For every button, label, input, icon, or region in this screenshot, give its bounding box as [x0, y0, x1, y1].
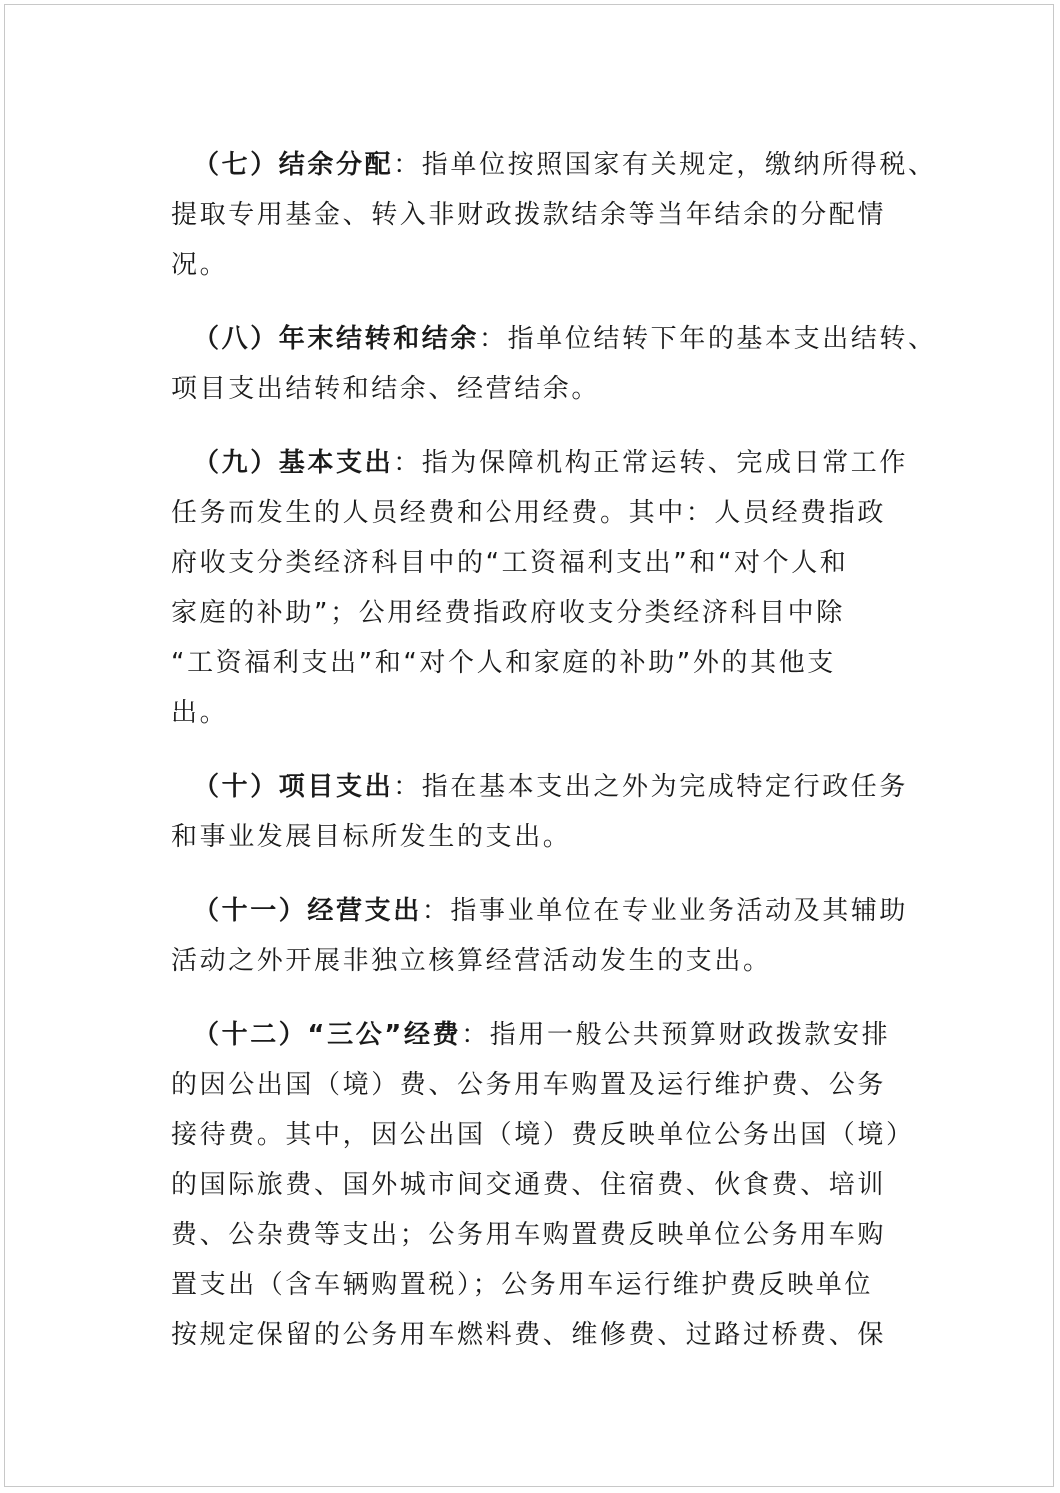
- paragraph-line: 按规定保留的公务用车燃料费、维修费、过路过桥费、保: [171, 1320, 887, 1350]
- paragraph-line: 况。: [171, 250, 229, 280]
- paragraph-line: 任务而发生的人员经费和公用经费。其中：人员经费指政: [171, 498, 887, 528]
- paragraph-line: [171, 762, 931, 812]
- term-heading: （十）项目支出: [193, 772, 394, 802]
- term-heading: （十二）“三公”经费: [193, 1020, 462, 1050]
- term-heading: （九）基本支出: [193, 448, 394, 478]
- paragraph-line: [171, 1010, 931, 1060]
- paragraph-basic-expenditure: [171, 438, 931, 738]
- paragraph-text: ：指用一般公共预算财政拨款安排: [461, 1020, 891, 1050]
- paragraph-surplus-distribution: [171, 140, 937, 290]
- paragraph-line: 置支出（含车辆购置税）；公务用车运行维护费反映单位: [171, 1270, 874, 1300]
- term-heading: （八）年末结转和结余: [193, 324, 480, 354]
- paragraph-line: [171, 886, 931, 936]
- paragraph-line: 出。: [171, 698, 229, 728]
- paragraph-line: 项目支出结转和结余、经营结余。: [171, 374, 601, 404]
- paragraph-line: 费、公杂费等支出；公务用车购置费反映单位公务用车购: [171, 1220, 887, 1250]
- paragraph-line: 接待费。其中，因公出国（境）费反映单位公务出国（境）: [171, 1120, 915, 1150]
- paragraph-line: [171, 140, 937, 190]
- term-heading: （七）结余分配: [193, 150, 394, 180]
- paragraph-line: 和事业发展目标所发生的支出。: [171, 822, 572, 852]
- paragraph-three-public-expenses: [171, 1010, 931, 1360]
- term-heading: （十一）经营支出: [193, 896, 422, 926]
- paragraph-line: 家庭的补助”；公用经费指政府收支分类经济科目中除: [171, 598, 845, 628]
- paragraph-text: ：指单位按照国家有关规定，缴纳所得税、: [393, 150, 937, 180]
- paragraph-operating-expenditure: [171, 886, 931, 986]
- paragraph-text: ：指为保障机构正常运转、完成日常工作: [393, 448, 909, 478]
- paragraph-line: 活动之外开展非独立核算经营活动发生的支出。: [171, 946, 772, 976]
- paragraph-text: ：指事业单位在专业业务活动及其辅助: [421, 896, 909, 926]
- paragraph-line: 府收支分类经济科目中的“工资福利支出”和“对个人和: [171, 548, 849, 578]
- paragraph-text: ：指单位结转下年的基本支出结转、: [479, 324, 937, 354]
- paragraph-line: [171, 314, 937, 364]
- document-body: [171, 140, 937, 1384]
- paragraph-line: [171, 438, 931, 488]
- paragraph-project-expenditure: [171, 762, 931, 862]
- paragraph-line: 提取专用基金、转入非财政拨款结余等当年结余的分配情: [171, 200, 887, 230]
- document-page: [4, 4, 1054, 1487]
- paragraph-text: ：指在基本支出之外为完成特定行政任务: [393, 772, 909, 802]
- paragraph-line: 的因公出国（境）费、公务用车购置及运行维护费、公务: [171, 1070, 887, 1100]
- paragraph-line: 的国际旅费、国外城市间交通费、住宿费、伙食费、培训: [171, 1170, 887, 1200]
- paragraph-year-end-carryover: [171, 314, 937, 414]
- paragraph-line: “工资福利支出”和“对个人和家庭的补助”外的其他支: [171, 648, 836, 678]
